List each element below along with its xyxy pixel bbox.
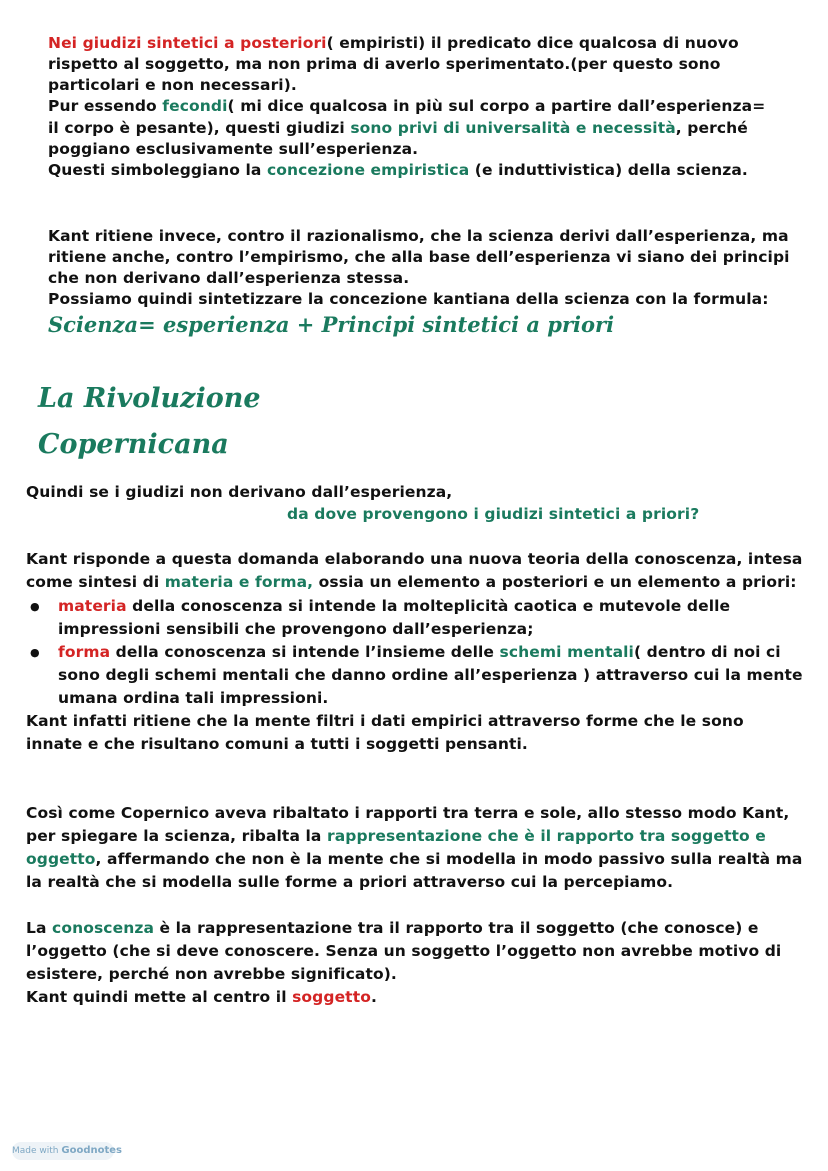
list-item: ● forma della conoscenza si intende l’insieme delle schemi mentali( dentro di noi ci sono degli schemi mentali che danno ordine all’esperienza ) attraverso cui la mente umana ordina tali impressioni. (26, 642, 816, 709)
para2-line3: che non derivano dall’esperienza stessa. (48, 269, 410, 287)
para3-line2: come sintesi di materia e forma, ossia un elemento a posteriori e un elemento a priori: (26, 573, 797, 591)
green-highlight: conoscenza (52, 919, 155, 937)
para1-line4: Pur essendo fecondi( mi dice qualcosa in più sul corpo a partire dall’esperienza= (48, 97, 766, 115)
green-highlight: rappresentazione che è il rapporto tra soggetto e (326, 827, 766, 845)
red-highlight: materia (58, 597, 127, 615)
para6-line2: l’oggetto (che si deve conoscere. Senza un soggetto l’oggetto non avrebbe motivo di (26, 942, 782, 960)
green-highlight: oggetto (26, 850, 96, 868)
para4-line2: innate e che risultano comuni a tutti i soggetti pensanti. (26, 735, 528, 753)
para1-line2: rispetto al soggetto, ma non prima di averlo sperimentato.(per questo sono (48, 55, 721, 73)
red-highlight: soggetto (292, 988, 371, 1006)
para6-line4: Kant quindi mette al centro il soggetto. (26, 988, 377, 1006)
para3-line1: Kant risponde a questa domanda elaborando una nuova teoria della conoscenza, intesa (26, 550, 803, 568)
green-highlight: concezione empiristica (266, 161, 470, 179)
para1-line6: poggiano esclusivamente sull’esperienza. (48, 140, 419, 158)
section-title-line2: Copernicana (38, 429, 229, 460)
para5-line2: per spiegare la scienza, ribalta la rappresentazione che è il rapporto tra soggetto e (26, 827, 766, 845)
para5-line1: Così come Copernico aveva ribaltato i rapporti tra terra e sole, allo stesso modo Kant, (26, 804, 790, 822)
green-highlight: materia e forma, (164, 573, 314, 591)
red-highlight: Nei giudizi sintetici a posteriori (48, 34, 327, 52)
para1-line7: Questi simboleggiano la concezione empiristica (e induttivistica) della scienza. (48, 161, 748, 179)
green-highlight: sono privi di universalità e necessità (350, 119, 676, 137)
green-highlight: schemi mentali (499, 643, 634, 661)
question-line2: da dove provengono i giudizi sintetici a priori? (287, 505, 700, 523)
para5-line4: la realtà che si modella sulle forme a priori attraverso cui la percepiamo. (26, 873, 674, 891)
para1-line1: Nei giudizi sintetici a posteriori( empiristi) il predicato dice qualcosa di nuovo (48, 34, 739, 52)
para5-line3: oggetto, affermando che non è la mente che si modella in modo passivo sulla realtà ma (26, 850, 803, 868)
science-formula: Scienza= esperienza + Principi sintetici a priori (48, 312, 615, 337)
para2-line4: Possiamo quindi sintetizzare la concezione kantiana della scienza con la formula: (48, 290, 769, 308)
para6-line3: esistere, perché non avrebbe significato). (26, 965, 397, 983)
para2-line2: ritiene anche, contro l’empirismo, che alla base dell’esperienza vi siano dei principi (48, 248, 790, 266)
green-highlight: fecondi (162, 97, 228, 115)
question-line1: Quindi se i giudizi non derivano dall’esperienza, (26, 483, 453, 501)
goodnotes-watermark: Made with Goodnotes (12, 1142, 114, 1160)
list-item: ● materia della conoscenza si intende la molteplicità caotica e mutevole delle impressioni sensibili che provengono dall’esperienza; (26, 596, 816, 642)
para1-line3: particolari e non necessari). (48, 76, 297, 94)
bullet-list (26, 596, 816, 709)
para2-line1: Kant ritiene invece, contro il razionalismo, che la scienza derivi dall’esperienza, ma (48, 227, 789, 245)
red-highlight: forma (58, 643, 111, 661)
para6-line1: La conoscenza è la rappresentazione tra il rapporto tra il soggetto (che conosce) e (26, 919, 759, 937)
section-title-line1: La Rivoluzione (38, 383, 261, 414)
para1-line5: il corpo è pesante), questi giudizi sono privi di universalità e necessità, perché (48, 119, 748, 137)
para4-line1: Kant infatti ritiene che la mente filtri i dati empirici attraverso forme che le sono (26, 712, 744, 730)
